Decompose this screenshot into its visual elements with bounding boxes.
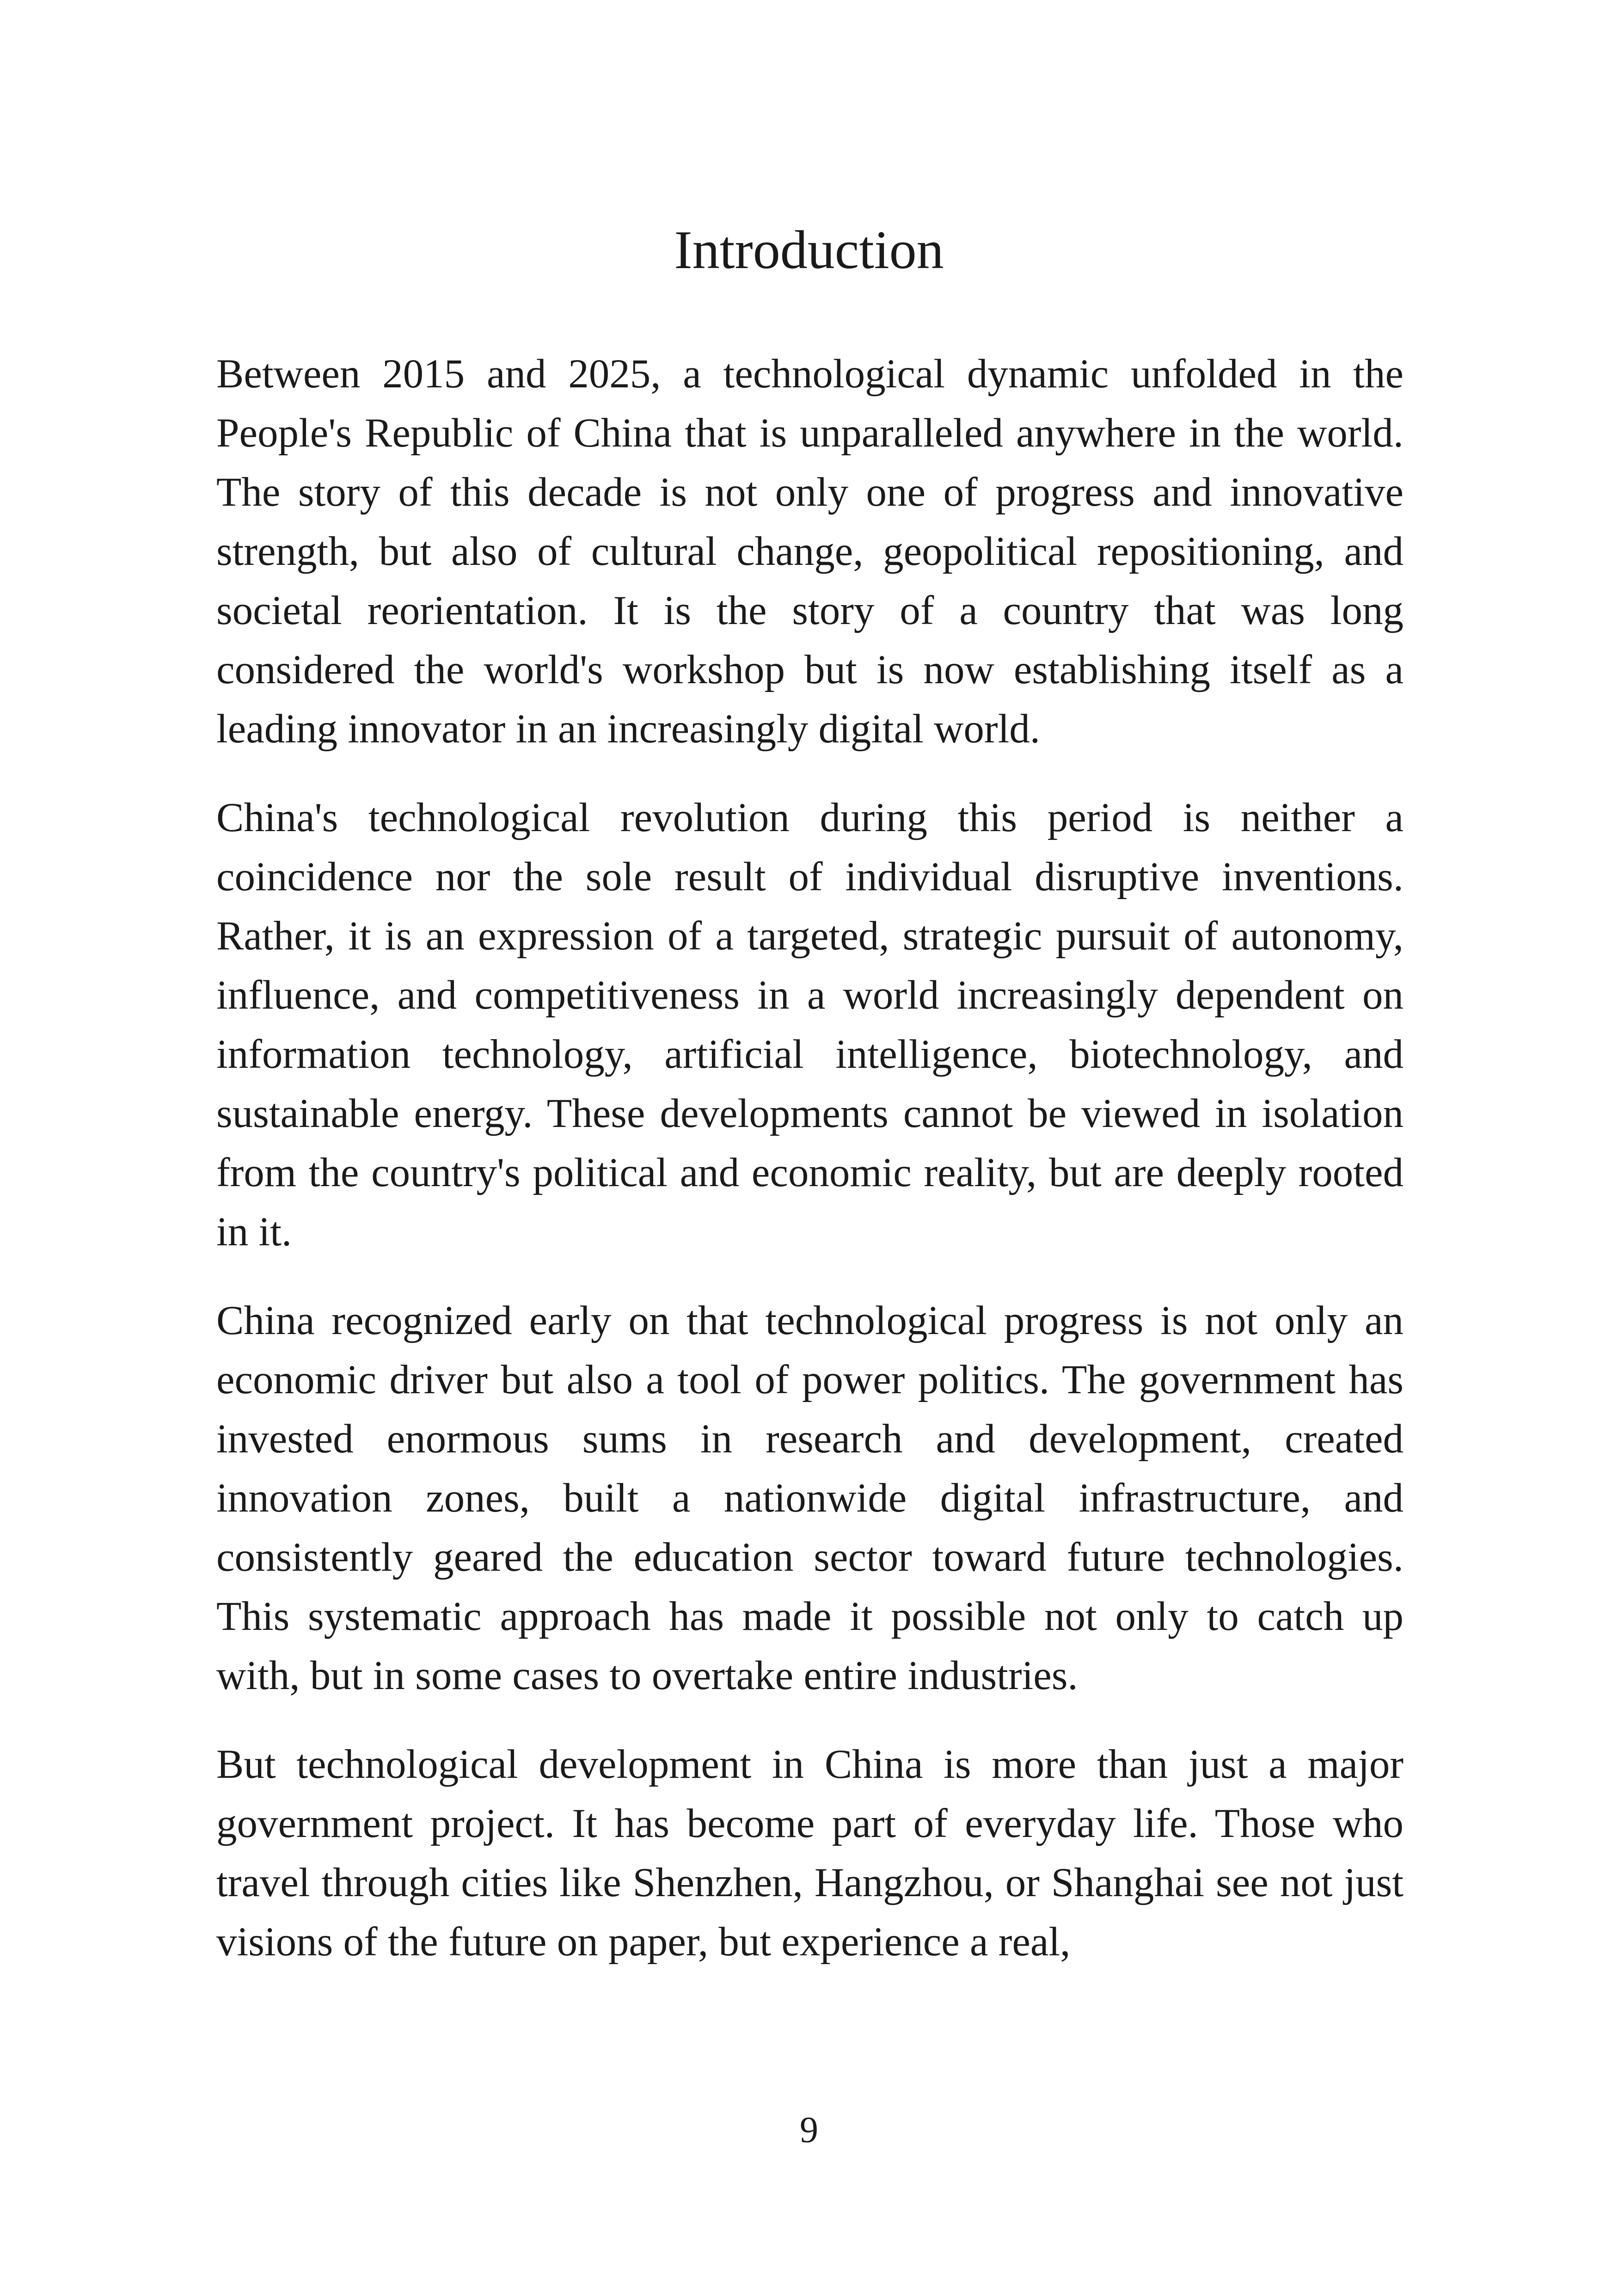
paragraph: China recognized early on that technological progress is not only an economic driver but also a tool of power politics. The government has invested enormous sums in research and development, created innovation zones, built a nationwide digital infrastructure, and consistently geared the education sector toward future technologies. This systematic approach has made it possible not only to catch up with, but in some cases to overtake entire industries. xyxy=(216,1298,1403,1698)
chapter-title: Introduction xyxy=(674,220,944,280)
paragraph: But technological development in China is more than just a major government project. It has become part of everyday life. Those who travel through cities like Shenzhen, Hangzhou, or Shanghai see not just visions of the future on paper, but experience a real, xyxy=(216,1742,1403,1965)
paragraph: China's technological revolution during this period is neither a coincidence nor the sole result of individual disruptive inventions. Rather, it is an expression of a targeted, strategic pursuit of autonomy, influence, and competitiveness in a world increasingly dependent on information technology, artificial intelligence, biotechnology, and sustainable energy. These developments cannot be viewed in isolation from the country's political and economic reality, but are deeply rooted in it. xyxy=(216,795,1403,1255)
paragraph: Between 2015 and 2025, a technological dynamic unfolded in the People's Republic of China that is unparalleled anywhere in the world. The story of this decade is not only one of progress and innovative strength, but also of cultural change, geopolitical repositioning, and societal reorientation. It is the story of a country that was long considered the world's workshop but is now establishing itself as a leading innovator in an increasingly digital world. xyxy=(216,351,1403,752)
body-text xyxy=(216,344,1403,2001)
page-number: 9 xyxy=(800,2110,818,2150)
